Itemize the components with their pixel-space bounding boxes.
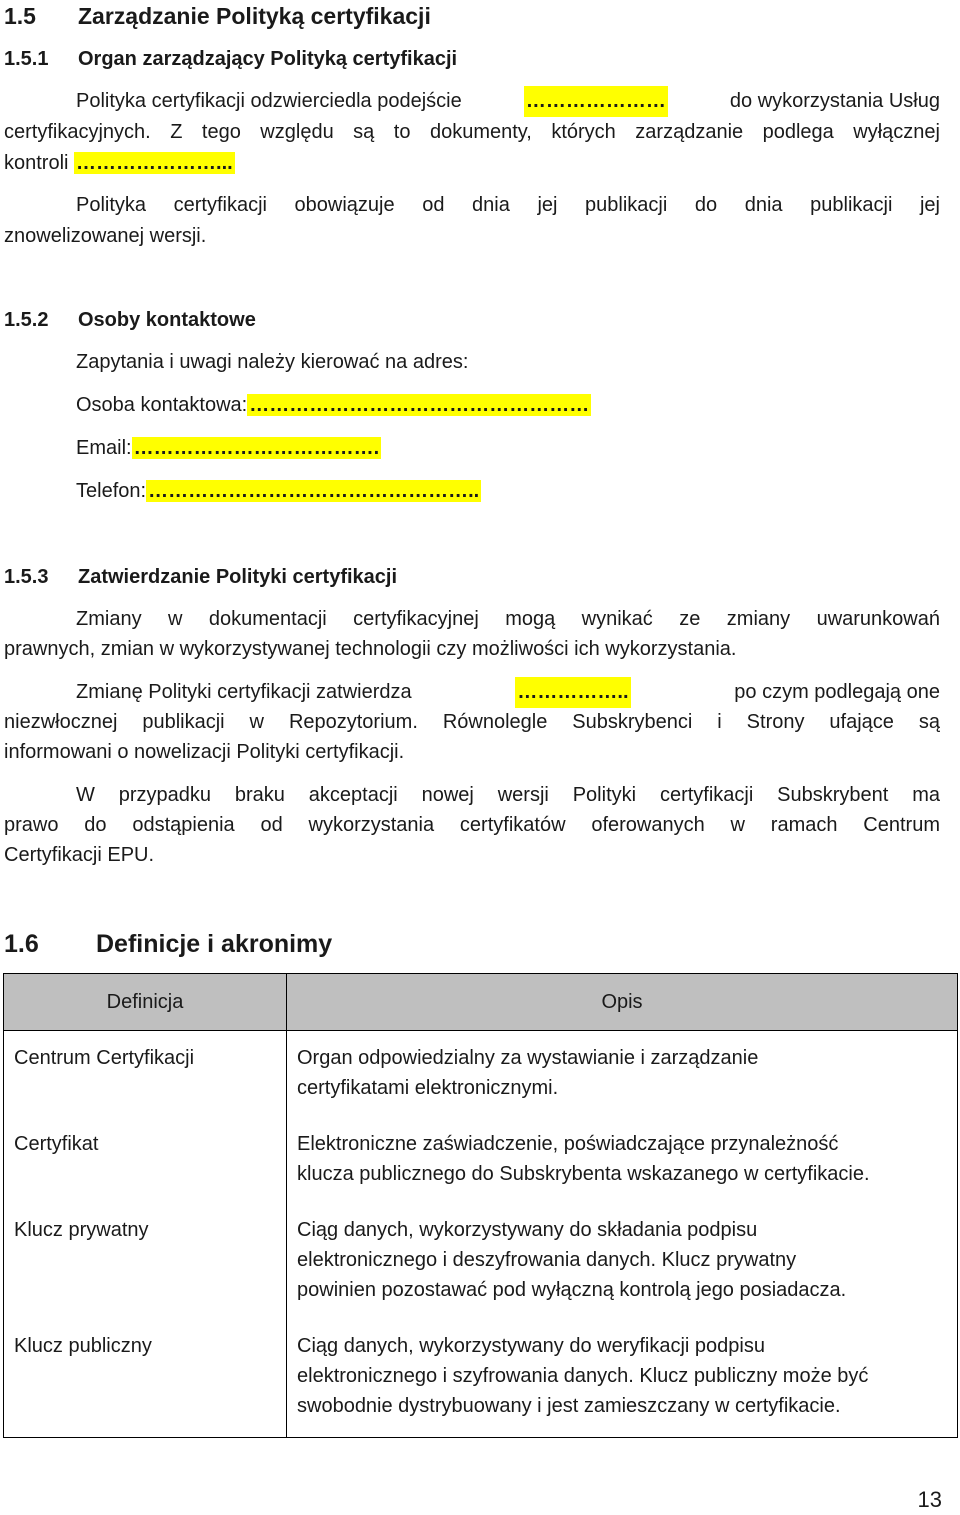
section-heading-1-5-1: [4, 46, 457, 72]
highlighted-placeholder: …………………: [524, 86, 668, 117]
email-row: [76, 433, 381, 464]
text-span: Polityka certyfikacji odzwierciedla podejście: [76, 90, 462, 112]
description-line: swobodnie dystrybuowany i jest zamieszczany w certyfikacie.: [297, 1395, 841, 1417]
description-line: Organ odpowiedzialny za wystawianie i zarządzanie: [297, 1047, 759, 1069]
table-header-cell: Opis: [287, 974, 958, 1031]
contact-person-label: Osoba kontaktowa:: [76, 394, 248, 416]
phone-row: [76, 476, 481, 507]
text-span: po czym podlegają one: [734, 681, 940, 703]
paragraph-line: znowelizowanej wersji.: [4, 225, 207, 247]
definitions-table: [3, 973, 958, 1438]
paragraph-line: Certyfikacji EPU.: [4, 844, 155, 866]
text-span: kontroli: [4, 152, 69, 174]
description-line: certyfikatami elektronicznymi.: [297, 1077, 559, 1099]
description-line: powinien pozostawać pod wyłączną kontrolą jego posiadacza.: [297, 1279, 847, 1301]
description-cell: [287, 1319, 958, 1438]
description-cell: [287, 1117, 958, 1203]
subsection-title: Osoby kontaktowe: [78, 309, 256, 331]
paragraph-line: informowani o nowelizacji Polityki certyfikacji.: [4, 741, 405, 763]
paragraph-line: [76, 86, 940, 117]
paragraph-line: [76, 677, 940, 708]
email-label: Email:: [76, 437, 132, 459]
phone-placeholder: …………………………………………..: [148, 480, 480, 502]
description-line: Elektroniczne zaświadczenie, poświadczające przynależność: [297, 1133, 839, 1155]
section-number: 1.5: [4, 3, 36, 29]
paragraph-line: Polityka certyfikacji obowiązuje od dnia jej publikacji do dnia publikacji jej: [76, 194, 940, 216]
description-line: Ciąg danych, wykorzystywany do weryfikacji podpisu: [297, 1335, 765, 1357]
table-row: [4, 1319, 958, 1438]
term-cell: Certyfikat: [4, 1117, 287, 1203]
section-title: Definicje i akronimy: [96, 930, 333, 958]
paragraph-line: niezwłocznej publikacji w Repozytorium. Równolegle Subskrybenci i Strony ufające są: [4, 711, 940, 733]
section-title: Zarządzanie Polityką certyfikacji: [78, 3, 431, 29]
section-number: 1.6: [4, 930, 39, 958]
subsection-title: Zatwierdzanie Polityki certyfikacji: [78, 566, 398, 588]
highlighted-placeholder: …………………...: [76, 152, 233, 174]
text-span: do wykorzystania Usług: [729, 90, 940, 112]
table-row: [4, 1117, 958, 1203]
term-cell: Centrum Certyfikacji: [4, 1031, 287, 1118]
highlighted-placeholder: ……………..: [515, 677, 630, 708]
table-header-cell: Definicja: [4, 974, 287, 1031]
description-line: elektronicznego i szyfrowania danych. Klucz publiczny może być: [297, 1365, 869, 1387]
email-placeholder: ……………………………….: [133, 437, 380, 459]
paragraph-line: certyfikacyjnych. Z tego względu są to dokumenty, których zarządzanie podlega wyłącznej: [4, 121, 940, 143]
paragraph-line: W przypadku braku akceptacji nowej wersji Polityki certyfikacji Subskrybent ma: [76, 784, 940, 806]
table-row: [4, 1031, 958, 1118]
subsection-number: 1.5.1: [4, 48, 49, 70]
contact-person-placeholder: ……………………………………………: [249, 394, 590, 416]
page-number: 13: [917, 1487, 942, 1512]
subsection-number: 1.5.2: [4, 309, 49, 331]
paragraph-line: prawnych, zmian w wykorzystywanej technologii czy możliwości ich wykorzystania.: [4, 638, 737, 660]
section-heading-1-5-2: [4, 307, 256, 333]
paragraph-line: Zmiany w dokumentacji certyfikacyjnej mogą wynikać ze zmiany uwarunkowań: [76, 608, 940, 630]
description-line: elektronicznego i deszyfrowania danych. Klucz prywatny: [297, 1249, 797, 1271]
term-cell: Klucz prywatny: [4, 1203, 287, 1319]
description-cell: [287, 1031, 958, 1118]
section-heading-1-6: [4, 929, 332, 959]
paragraph-line: prawo do odstąpienia od wykorzystania certyfikatów oferowanych w ramach Centrum: [4, 814, 940, 836]
phone-label: Telefon:: [76, 480, 147, 502]
description-line: klucza publicznego do Subskrybenta wskazanego w certyfikacie.: [297, 1163, 870, 1185]
contact-intro: Zapytania i uwagi należy kierować na adres:: [76, 351, 469, 373]
table-header-row: [4, 974, 958, 1031]
text-span: Zmianę Polityki certyfikacji zatwierdza: [76, 681, 412, 703]
subsection-number: 1.5.3: [4, 566, 49, 588]
section-heading-1-5: [4, 2, 431, 30]
paragraph-line: [4, 148, 235, 179]
contact-person-row: [76, 390, 591, 421]
description-cell: [287, 1203, 958, 1319]
table-row: [4, 1203, 958, 1319]
subsection-title: Organ zarządzający Polityką certyfikacji: [78, 48, 458, 70]
term-cell: Klucz publiczny: [4, 1319, 287, 1438]
description-line: Ciąg danych, wykorzystywany do składania podpisu: [297, 1219, 758, 1241]
section-heading-1-5-3: [4, 564, 397, 590]
